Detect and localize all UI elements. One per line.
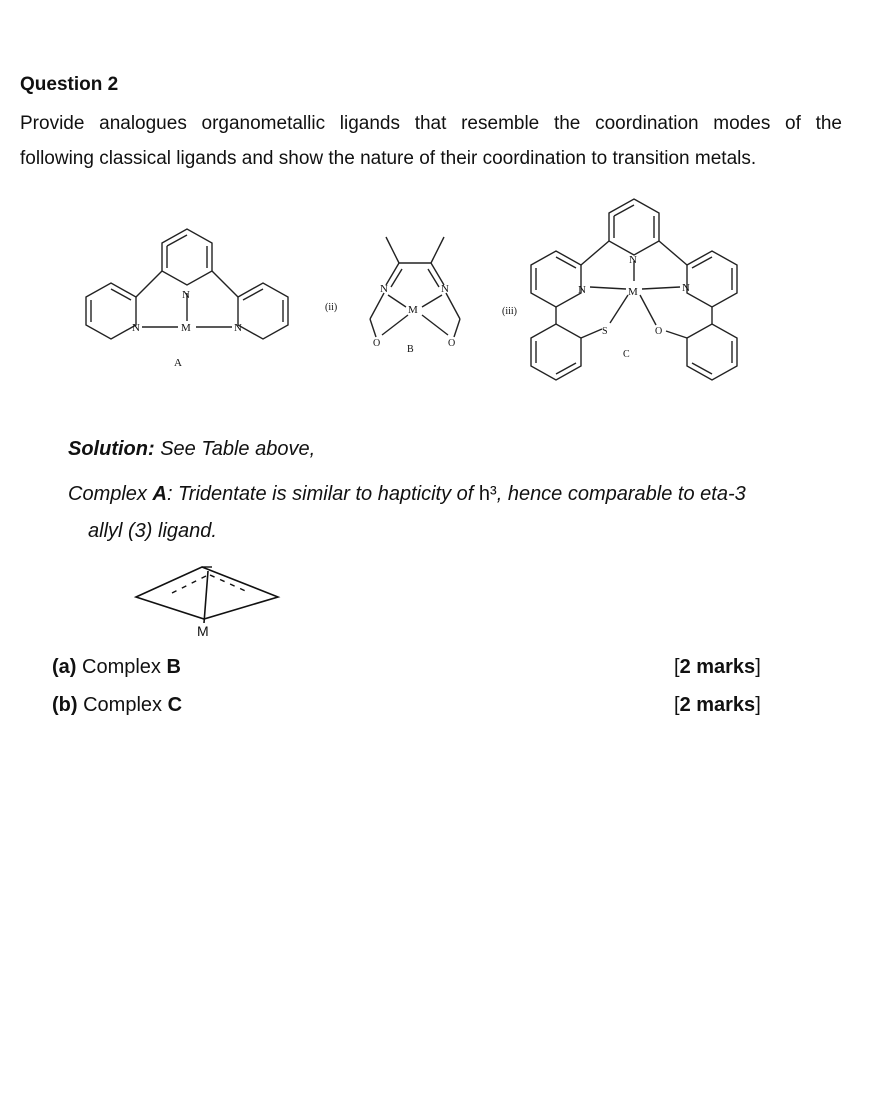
hapticity-symbol: h³ — [478, 483, 497, 505]
marks-value: 2 marks — [679, 656, 756, 678]
atom-n: N — [629, 254, 637, 266]
atom-n: N — [182, 289, 190, 301]
bracket-open: [ — [674, 694, 680, 716]
part-a-tag: (a) — [52, 656, 77, 678]
atom-n: N — [682, 282, 690, 294]
part-a-letter: B — [166, 656, 181, 678]
atom-o: O — [655, 326, 663, 337]
complex-c-label: C — [623, 349, 630, 360]
part-b-letter: C — [167, 694, 183, 716]
atom-n: N — [578, 284, 586, 296]
complex-a-explanation — [68, 476, 828, 550]
atom-o: O — [373, 338, 381, 349]
question-line-1: Provide analogues organometallic ligands that resemble the coordination modes of the — [20, 113, 842, 134]
question-heading: Question 2 — [20, 74, 119, 95]
atom-n: N — [234, 322, 242, 334]
atom-m: M — [408, 304, 418, 316]
atom-n: N — [441, 283, 449, 295]
complex-a-prefix: Complex — [68, 483, 153, 505]
atom-n: N — [132, 322, 140, 334]
ligand-structures-figure — [0, 185, 873, 400]
complex-a-label: A — [174, 357, 182, 369]
bracket-open: [ — [674, 656, 680, 678]
solution-line — [68, 438, 315, 461]
solution-text: See Table above, — [154, 438, 316, 460]
solution-label: Solution: — [68, 438, 155, 460]
bracket-close: ] — [755, 694, 761, 716]
label-iii: (iii) — [502, 306, 517, 317]
part-a-text: Complex — [76, 656, 167, 678]
complex-a-text: : Tridentate is similar to hapticity of — [166, 483, 479, 505]
complex-a-line-2: allyl (3) ligand. — [88, 520, 217, 542]
part-b-tag: (b) — [52, 694, 78, 716]
complex-a-letter: A — [152, 483, 167, 505]
part-b-marks — [674, 694, 761, 717]
marks-value: 2 marks — [679, 694, 756, 716]
atom-s: S — [602, 326, 608, 337]
bracket-close: ] — [755, 656, 761, 678]
part-b — [52, 694, 182, 717]
complex-a-text-2: , hence comparable to eta-3 — [496, 483, 746, 505]
atom-m: M — [628, 286, 638, 298]
question-line-2: following classical ligands and show the nature of their coordination to transition metals. — [20, 148, 757, 169]
atom-m: M — [181, 322, 191, 334]
metal-label: M — [197, 623, 209, 639]
question-text — [20, 106, 842, 176]
allyl-diagram — [132, 553, 292, 643]
atom-n: N — [380, 283, 388, 295]
part-b-text: Complex — [77, 694, 168, 716]
part-a-marks — [674, 656, 761, 679]
atom-o: O — [448, 338, 456, 349]
complex-b-label: B — [407, 344, 414, 355]
part-a — [52, 656, 181, 679]
label-ii: (ii) — [325, 302, 338, 313]
